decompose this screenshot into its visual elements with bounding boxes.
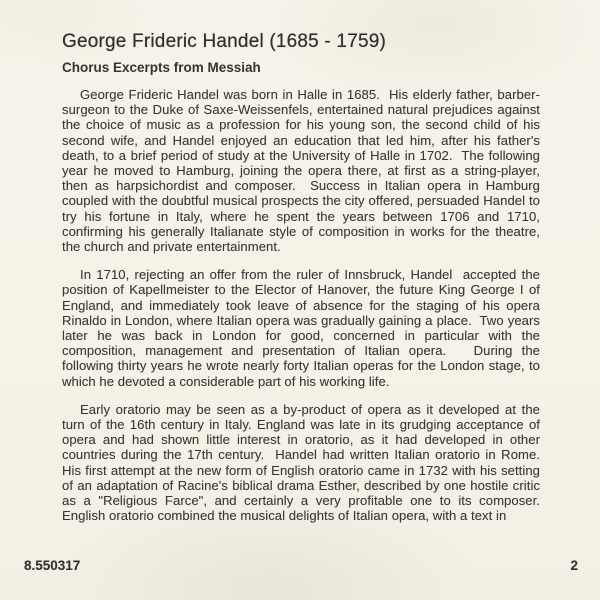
- catalog-number: 8.550317: [24, 558, 81, 573]
- paragraph-biography-london: In 1710, rejecting an offer from the ruler of Innsbruck, Handel accepted the position of Kapellmeister to the Elector of Hanover, the future King George I of England, and immediately took leave of absence for the staging of his opera Rinaldo in London, where Italian opera was gradually gaining a place. Two years later he was back in London for good, concerned in particular with the composition, management and presentation of Italian opera. During the following thirty years he wrote nearly forty Italian operas for the London stage, to which he devoted a considerable part of his working life.: [62, 267, 544, 389]
- page-number: 2: [570, 558, 578, 573]
- page-subtitle: Chorus Excerpts from Messiah: [62, 60, 261, 75]
- paragraph-oratorio-history: Early oratorio may be seen as a by-product of opera as it developed at the turn of the 16th century in Italy. England was late in its grudging acceptance of opera and had shown little interest in oratorio, as it had developed in other countries during the 17th century. Handel had written Italian oratorio in Rome. His first attempt at the new form of English oratorio came in 1732 with his setting of an adaptation of Racine's biblical drama Esther, described by one hostile critic as a "Religious Farce", and certainly a very profitable one to its composer. English oratorio combined the musical delights of Italian opera, with a text in: [62, 401, 544, 524]
- page-footer: [24, 558, 578, 573]
- paragraph-biography-early-life: George Frideric Handel was born in Halle in 1685. His elderly father, barber-surgeon to the Duke of Saxe-Weissenfels, entertained natural prejudices against the choice of music as a profession for his young son, the second child of his second wife, and Handel enjoyed an education that led him, after his father's death, to a brief period of study at the University of Halle in 1702. The following year he moved to Hamburg, joining the opera there, at first as a string-player, then as harpsichordist and composer. Success in Italian opera in Hamburg coupled with the doubtful musical prospects the city offered, persuaded Handel to try his fortune in Italy, where he spent the years between 1706 and 1710, confirming his generally Italianate style of composition in works for the theatre, the church and private entertainment.: [62, 87, 548, 255]
- page-title: George Frideric Handel (1685 - 1759): [62, 31, 387, 52]
- liner-notes: [62, 30, 548, 536]
